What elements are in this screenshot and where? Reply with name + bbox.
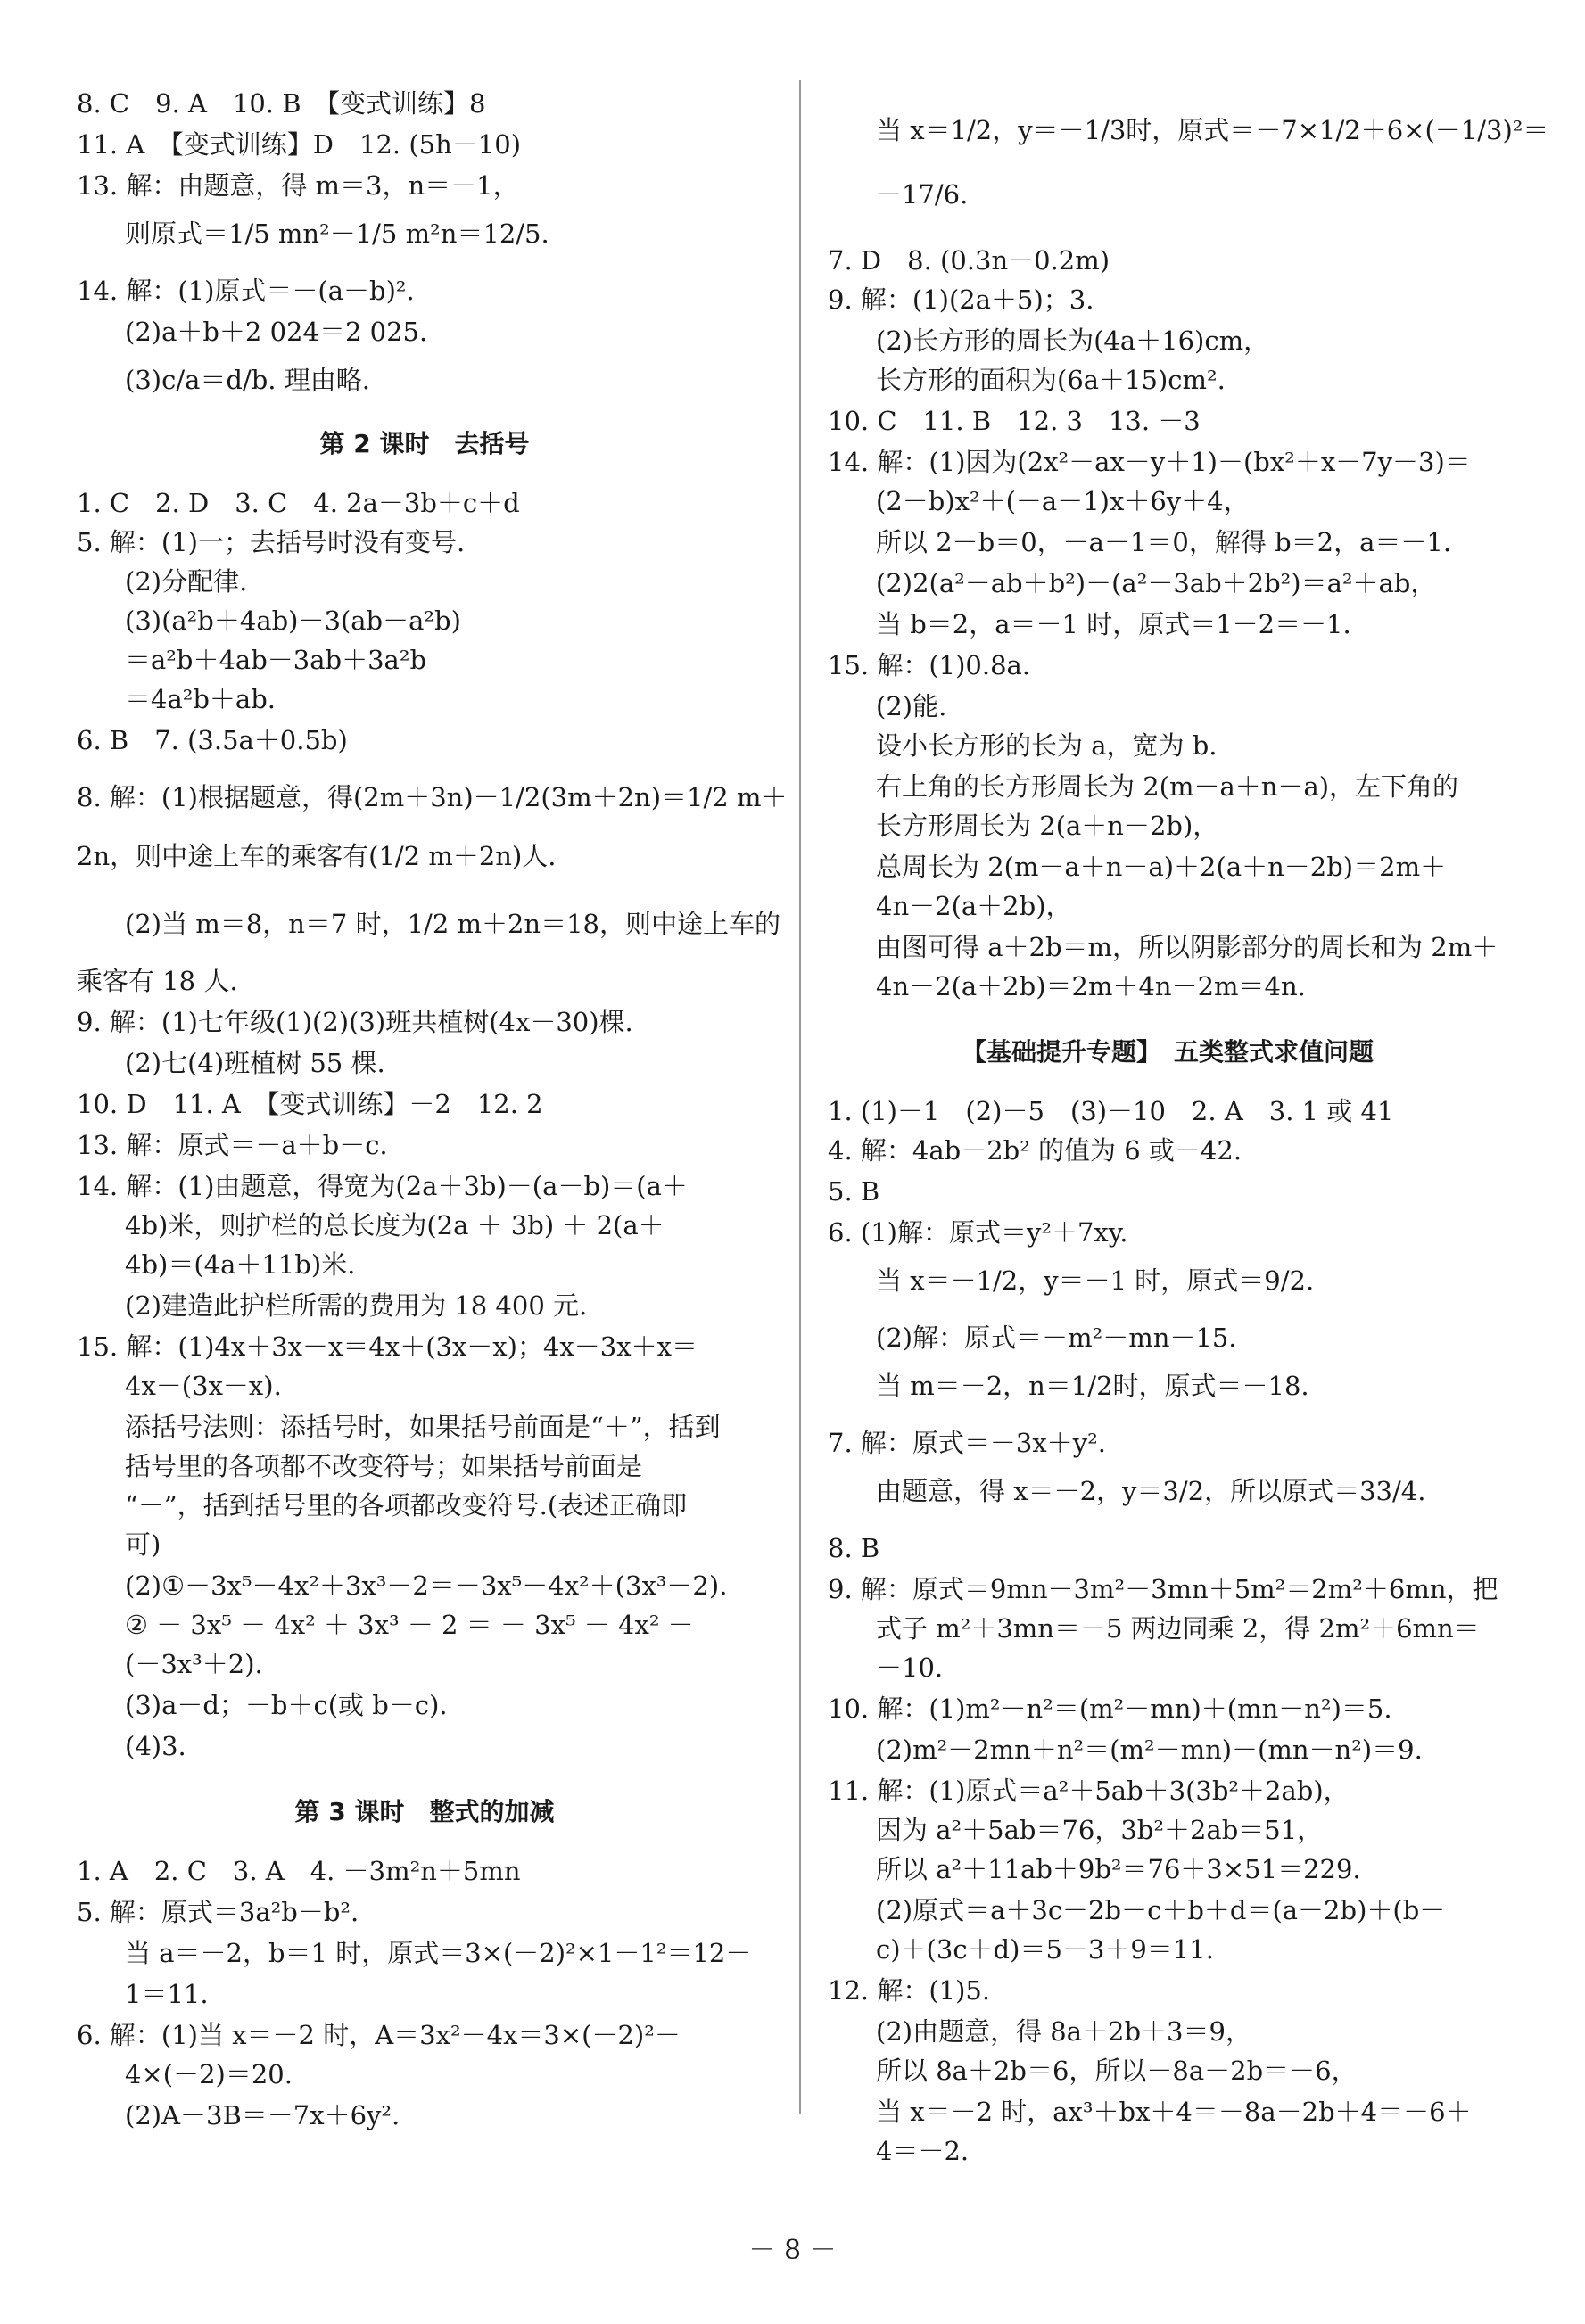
- answer-line: (2)解：原式＝－m²－mn－15.: [876, 1323, 1237, 1353]
- answer-line: 4＝－2.: [876, 2136, 970, 2166]
- answer-line: 1. A 2. C 3. A 4. －3m²n＋5mn: [77, 1856, 521, 1886]
- answer-line: 则原式＝1/5 mn²－1/5 m²n＝12/5.: [125, 218, 549, 249]
- answer-line: (3)a－d；－b＋c(或 b－c).: [125, 1690, 448, 1720]
- answer-line: 5. 解：(1)一；去括号时没有变号.: [77, 527, 466, 557]
- answer-line: 4x－(3x－x).: [125, 1371, 282, 1401]
- answer-line: 10. D 11. A 【变式训练】－2 12. 2: [77, 1089, 543, 1119]
- answer-line: ② － 3x⁵ － 4x² ＋ 3x³ － 2 ＝ － 3x⁵ － 4x² －: [125, 1610, 694, 1640]
- answer-line: 式子 m²＋3mn＝－5 两边同乘 2，得 2m²＋6mn＝: [876, 1613, 1480, 1644]
- answer-line: (2)建造此护栏所需的费用为 18 400 元.: [125, 1290, 588, 1321]
- answer-line: (2)七(4)班植树 55 棵.: [125, 1048, 385, 1078]
- answer-line: 5. B: [828, 1176, 880, 1207]
- answer-line: 9. 解：原式＝9mn－3m²－3mn＋5m²＝2m²＋6mn，把: [828, 1574, 1498, 1604]
- answer-line: 乘客有 18 人.: [77, 966, 238, 996]
- answer-line: ＝4a²b＋ab.: [125, 684, 277, 714]
- answer-line: 7. D 8. (0.3n－0.2m): [828, 245, 1110, 276]
- answer-line: 当 a＝－2，b＝1 时，原式＝3×(－2)²×1－1²＝12－: [125, 1938, 752, 1968]
- answer-line: －17/6.: [876, 179, 969, 210]
- answer-line: 所以 2－b＝0，－a－1＝0，解得 b＝2，a＝－1.: [876, 527, 1452, 557]
- answer-line: －10.: [876, 1652, 944, 1683]
- answer-line: 1. C 2. D 3. C 4. 2a－3b＋c＋d: [77, 488, 520, 518]
- answer-line: (2)2(a²－ab＋b²)－(a²－3ab＋2b²)＝a²＋ab，: [876, 568, 1437, 598]
- answer-line: 6. B 7. (3.5a＋0.5b): [77, 725, 348, 755]
- answer-line: 当 x＝－2 时，ax³＋bx＋4＝－8a－2b＋4＝－6＋: [876, 2097, 1472, 2127]
- column-divider: [799, 80, 801, 2114]
- answer-line: 8. C 9. A 10. B 【变式训练】8: [77, 88, 486, 119]
- answer-line: 11. 解：(1)原式＝a²＋5ab＋3(3b²＋2ab)，: [828, 1776, 1350, 1806]
- answer-line: 由图可得 a＋2b＝m，所以阴影部分的周长和为 2m＋: [876, 932, 1498, 962]
- answer-line: (2)当 m＝8，n＝7 时，1/2 m＋2n＝18，则中途上车的: [125, 909, 781, 939]
- answer-line: 13. 解：原式＝－a＋b－c.: [77, 1130, 388, 1160]
- answer-line: 15. 解：(1)0.8a.: [828, 650, 1031, 680]
- section-heading: 第 3 课时 整式的加减: [294, 1797, 555, 1826]
- answer-line: 长方形周长为 2(a＋n－2b)，: [876, 811, 1219, 841]
- answer-line: (2)A－3B＝－7x＋6y².: [125, 2100, 400, 2130]
- answer-line: 1. (1)－1 (2)－5 (3)－10 2. A 3. 1 或 41: [828, 1096, 1394, 1126]
- answer-line: 6. 解：(1)当 x＝－2 时，A＝3x²－4x＝3×(－2)²－: [77, 2020, 681, 2050]
- answer-line: (2－b)x²＋(－a－1)x＋6y＋4，: [876, 486, 1250, 516]
- answer-line: (3)c/a＝d/b. 理由略.: [125, 365, 370, 395]
- answer-line: 当 x＝－1/2，y＝－1 时，原式＝9/2.: [876, 1265, 1315, 1296]
- answer-line: (2)由题意，得 8a＋2b＋3＝9，: [876, 2016, 1251, 2047]
- answer-line: 所以 a²＋11ab＋9b²＝76＋3×51＝229.: [876, 1854, 1361, 1884]
- answer-line: 14. 解：(1)原式＝－(a－b)².: [77, 276, 415, 306]
- answer-line: 4n－2(a＋2b)，: [876, 891, 1072, 921]
- answer-line: 总周长为 2(m－a＋n－a)＋2(a＋n－2b)＝2m＋: [876, 852, 1447, 882]
- answer-line: 8. 解：(1)根据题意，得(2m＋3n)－1/2(3m＋2n)＝1/2 m＋: [77, 782, 788, 812]
- answer-line: 14. 解：(1)由题意，得宽为(2a＋3b)－(a－b)＝(a＋: [77, 1171, 688, 1201]
- answer-line: (2)分配律.: [125, 566, 248, 597]
- answer-line: 4b)米，则护栏的总长度为(2a ＋ 3b) ＋ 2(a＋: [125, 1210, 665, 1240]
- answer-line: 9. 解：(1)(2a＋5)；3.: [828, 284, 1094, 315]
- answer-line: (2)原式＝a＋3c－2b－c＋b＋d＝(a－2b)＋(b－: [876, 1895, 1446, 1925]
- answer-line: 4b)＝(4a＋11b)米.: [125, 1249, 356, 1280]
- answer-line: 长方形的面积为(6a＋15)cm².: [876, 365, 1226, 395]
- answer-line: (2)①－3x⁵－4x²＋3x³－2＝－3x⁵－4x²＋(3x³－2).: [125, 1570, 728, 1601]
- answer-line: 当 m＝－2，n＝1/2时，原式＝－18.: [876, 1371, 1309, 1401]
- answer-line: 2n，则中途上车的乘客有(1/2 m＋2n)人.: [77, 841, 557, 871]
- answer-line: (2)能.: [876, 691, 947, 721]
- answer-line: 当 b＝2，a＝－1 时，原式＝1－2＝－1.: [876, 609, 1351, 639]
- answer-line: 4. 解：4ab－2b² 的值为 6 或－42.: [828, 1135, 1242, 1166]
- answer-line: (－3x³＋2).: [125, 1649, 263, 1679]
- answer-line: 9. 解：(1)七年级(1)(2)(3)班共植树(4x－30)棵.: [77, 1007, 633, 1037]
- answer-line: 由题意，得 x＝－2，y＝3/2，所以原式＝33/4.: [876, 1476, 1426, 1506]
- answer-line: 因为 a²＋5ab＝76，3b²＋2ab＝51，: [876, 1815, 1324, 1845]
- answer-line: 10. 解：(1)m²－n²＝(m²－mn)＋(mn－n²)＝5.: [828, 1694, 1392, 1724]
- answer-line: 添括号法则：添括号时，如果括号前面是“＋”，括到: [125, 1412, 721, 1442]
- answer-line: 14. 解：(1)因为(2x²－ax－y＋1)－(bx²＋x－7y－3)＝: [828, 447, 1471, 477]
- page-number: － 8 －: [748, 2235, 837, 2266]
- section-heading: 【基础提升专题】 五类整式求值问题: [961, 1037, 1374, 1067]
- answer-line: 右上角的长方形周长为 2(m－a＋n－a)，左下角的: [876, 771, 1459, 802]
- answer-line: (2)长方形的周长为(4a＋16)cm，: [876, 326, 1270, 356]
- answer-line: 4×(－2)＝20.: [125, 2059, 293, 2089]
- answer-line: (4)3.: [125, 1731, 186, 1761]
- answer-line: (2)m²－2mn＋n²＝(m²－mn)－(mn－n²)＝9.: [876, 1735, 1423, 1765]
- answer-line: (2)a＋b＋2 024＝2 025.: [125, 317, 428, 347]
- answer-line: 11. A 【变式训练】D 12. (5h－10): [77, 129, 522, 160]
- answer-line: 12. 解：(1)5.: [828, 1975, 991, 2006]
- answer-line: (3)(a²b＋4ab)－3(ab－a²b): [125, 606, 461, 636]
- answer-line: 13. 解：由题意，得 m＝3，n＝－1，: [77, 170, 519, 201]
- answer-line: 7. 解：原式＝－3x＋y².: [828, 1428, 1106, 1458]
- answer-line: 括号里的各项都不改变符号；如果括号前面是: [125, 1451, 643, 1481]
- answer-line: 15. 解：(1)4x＋3x－x＝4x＋(3x－x)；4x－3x＋x＝: [77, 1331, 698, 1362]
- answer-line: 8. B: [828, 1533, 880, 1563]
- answer-line: c)＋(3c＋d)＝5－3＋9＝11.: [876, 1934, 1214, 1965]
- answer-line: ＝a²b＋4ab－3ab＋3a²b: [125, 645, 427, 675]
- answer-line: 1＝11.: [125, 1979, 209, 2009]
- section-heading: 第 2 课时 去括号: [319, 429, 530, 458]
- answer-line: 6. (1)解：原式＝y²＋7xy.: [828, 1217, 1128, 1248]
- answer-line: 5. 解：原式＝3a²b－b².: [77, 1897, 359, 1927]
- answer-line: 4n－2(a＋2b)＝2m＋4n－2m＝4n.: [876, 971, 1306, 1001]
- answer-line: 设小长方形的长为 a，宽为 b.: [876, 730, 1218, 761]
- answer-line: “－”，括到括号里的各项都改变符号.(表述正确即: [125, 1490, 688, 1520]
- answer-line: 10. C 11. B 12. 3 13. －3: [828, 406, 1201, 436]
- answer-line: 所以 8a＋2b＝6，所以－8a－2b＝－6，: [876, 2056, 1358, 2086]
- answer-line: 可): [125, 1529, 161, 1560]
- answer-line: 当 x＝1/2，y＝－1/3时，原式＝－7×1/2＋6×(－1/3)²＝: [876, 115, 1549, 145]
